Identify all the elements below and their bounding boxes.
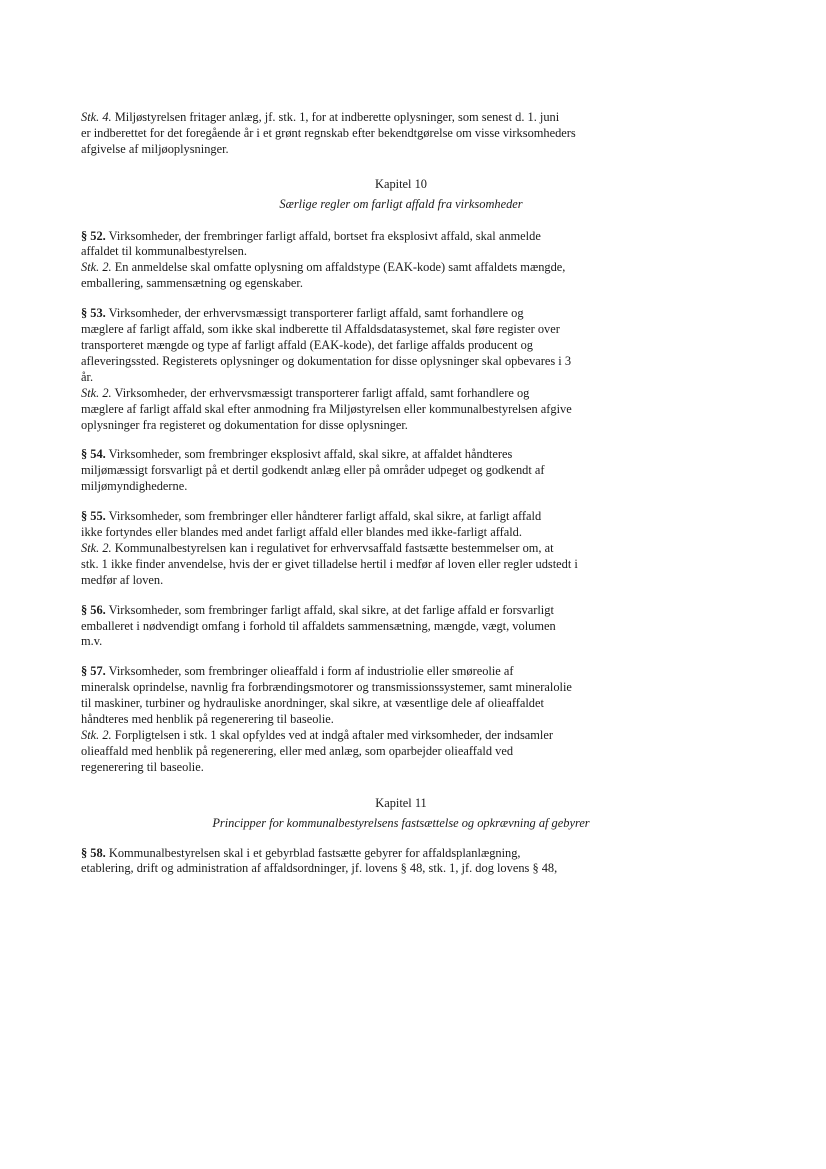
section-52: § 52. Virksomheder, der frembringer farligt affald, bortset fra eksplosivt affald, skal anmelde affaldet til kommunalbestyrelsen. Stk. 2. En anmeldelse skal omfatte oplysning om affaldstype (EAK-kode) samt affaldets mængde, emballering, sammensætning og egenskaber.	[81, 228, 566, 291]
section-number: § 52.	[81, 228, 106, 243]
section-number: § 57.	[81, 664, 106, 679]
section-57: § 57. Virksomheder, som frembringer olieaffald i form af industriolie eller smøreolie af mineralsk oprindelse, navnlig fra forbrændingsmotorer og transmissionssystemer, samt mineralolie til maskiner, turbiner og hydrauliske anordninger, skal sikre, at væsentlige dele af olieaffaldet håndteres med henblik på regenerering til baseolie. Stk. 2. Forpligtelsen i stk. 1 skal opfyldes ved at indgå aftaler med virksomheder, der indsamler olieaffald med henblik på regenerering, eller med anlæg, som oparbejder olieaffald ved regenerering til baseolie.	[81, 664, 572, 774]
stk-label: Stk. 4.	[81, 110, 112, 124]
chapter-subtitle: Særlige regler om farligt affald fra virksomheder	[279, 196, 523, 211]
section-55: § 55. Virksomheder, som frembringer eller håndterer farligt affald, skal sikre, at farligt affald ikke fortyndes eller blandes med andet farligt affald eller blandes med ikke-farligt affald. Stk. 2. Kommunalbestyrelsen kan i regulativet for erhvervsaffald fastsætte bestemmelser om, at stk. 1 ikke finder anvendelse, hvis der er givet tilladelse hertil i medfør af loven eller regler udstedt i medfør af loven.	[81, 509, 578, 587]
stk-label: Stk. 2.	[81, 540, 112, 555]
stk-label: Stk. 2.	[81, 385, 112, 400]
section-number: § 58.	[81, 845, 106, 860]
section-number: § 53.	[81, 306, 106, 321]
section-number: § 55.	[81, 509, 106, 524]
section-number: § 56.	[81, 602, 106, 617]
section-number: § 54.	[81, 447, 106, 462]
chapter-title: Kapitel 10	[375, 176, 427, 191]
section-56: § 56. Virksomheder, som frembringer farligt affald, skal sikre, at det farlige affald er forsvarligt emballeret i nødvendigt omfang i forhold til affaldets sammensætning, mængde, vægt, volumen m.v.	[81, 602, 556, 649]
stk-label: Stk. 2.	[81, 260, 112, 275]
stk-label: Stk. 2.	[81, 728, 112, 742]
chapter-title: Kapitel 11	[375, 795, 427, 810]
chapter-subtitle: Principper for kommunalbestyrelsens fastsættelse og opkrævning af gebyrer	[212, 815, 590, 830]
section-54: § 54. Virksomheder, som frembringer eksplosivt affald, skal sikre, at affaldet håndteres miljømæssigt forsvarligt på et dertil godkendt anlæg eller på områder udpeget og godkendt af miljømyndighederne.	[81, 447, 545, 494]
section-53: § 53. Virksomheder, der erhvervsmæssigt transporterer farligt affald, samt forhandlere og mæglere af farligt affald, som ikke skal indberette til Affaldsdatasystemet, skal føre register over transporteret mængde og type af farligt affald (EAK-kode), det farlige affalds producent og afleveringssted. Registerets oplysninger og dokumentation for disse oplysninger skal opbevares i 3 år. Stk. 2. Virksomheder, der erhvervsmæssigt transporterer farligt affald, samt forhandlere og mæglere af farligt affald skal efter anmodning fra Miljøstyrelsen eller kommunalbestyrelsen afgive oplysninger fra registeret og dokumentation for disse oplysninger.	[81, 306, 572, 432]
document-page	[81, 110, 721, 877]
section-58: § 58. Kommunalbestyrelsen skal i et gebyrblad fastsætte gebyrer for affaldsplanlægning, etablering, drift og administration af affaldsordninger, jf. lovens § 48, stk. 1, jf. dog lovens § 48,	[81, 845, 558, 876]
paragraph-stk4: Stk. 4. Miljøstyrelsen fritager anlæg, jf. stk. 1, for at indberette oplysninger, som senest d. 1. juni er indberettet for det foregående år i et grønt regnskab efter bekendtgørelse om visse virksomheders afgivelse af miljøoplysninger.	[81, 110, 576, 156]
